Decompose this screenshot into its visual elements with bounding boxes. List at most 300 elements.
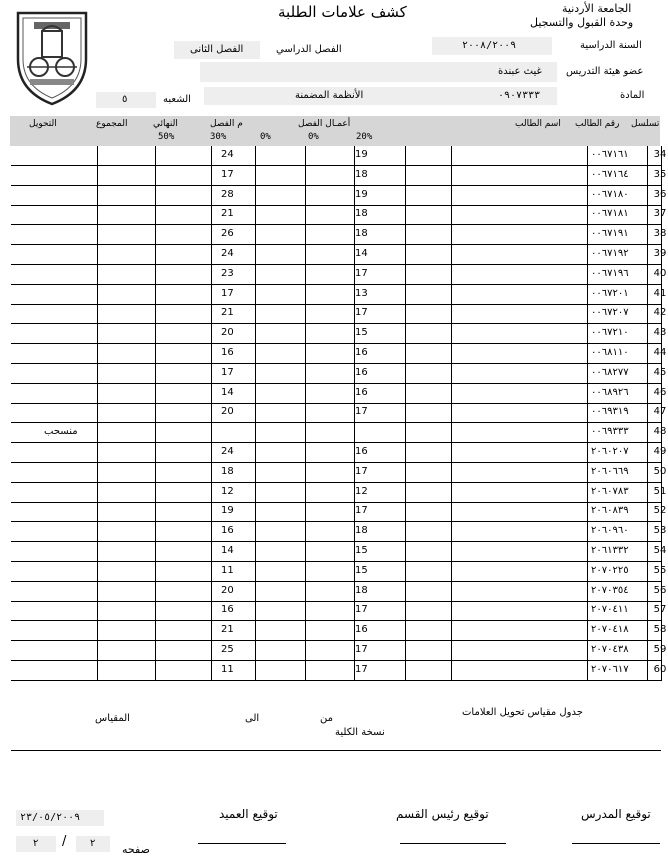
table-row — [11, 443, 667, 463]
row-midterm: 20 — [221, 406, 234, 418]
row-divider — [451, 285, 452, 305]
row-divider — [647, 146, 648, 166]
row-divider — [405, 502, 406, 522]
row-coursework: 17 — [355, 465, 368, 477]
row-divider — [647, 463, 648, 483]
row-divider — [647, 166, 648, 186]
row-divider — [305, 601, 306, 621]
table-row — [11, 166, 667, 186]
row-divider — [97, 641, 98, 661]
row-seq: 35 — [653, 168, 667, 180]
row-divider — [155, 621, 156, 641]
col-seq: تسلسل — [631, 119, 660, 129]
row-divider — [211, 423, 212, 443]
col-midterm: م الفصل — [210, 119, 243, 129]
table-row — [11, 364, 667, 384]
table-row — [11, 661, 667, 681]
row-divider — [405, 443, 406, 463]
row-divider — [587, 285, 588, 305]
row-divider — [255, 403, 256, 423]
row-divider — [647, 502, 648, 522]
row-coursework: 16 — [355, 347, 368, 358]
row-seq: 36 — [653, 188, 667, 200]
row-divider — [155, 601, 156, 621]
row-student-id: ٢٠٧٠٤١٨ — [591, 624, 629, 636]
row-midterm: 16 — [221, 347, 234, 358]
col-student-name: اسم الطالب — [515, 119, 561, 129]
row-divider — [255, 522, 256, 542]
row-divider — [155, 166, 156, 186]
semester-label: الفصل الدراسي — [276, 44, 342, 55]
row-divider — [305, 324, 306, 344]
row-divider — [405, 186, 406, 206]
row-divider — [155, 443, 156, 463]
row-divider — [587, 542, 588, 562]
row-divider — [647, 483, 648, 503]
row-coursework: 14 — [355, 248, 368, 259]
row-divider — [647, 621, 648, 641]
row-divider — [305, 146, 306, 166]
row-divider — [587, 601, 588, 621]
table-row — [11, 403, 667, 423]
row-divider — [587, 265, 588, 285]
table-row — [11, 641, 667, 661]
row-coursework: 18 — [355, 168, 368, 180]
row-divider — [451, 225, 452, 245]
row-divider — [255, 483, 256, 503]
row-divider — [647, 423, 648, 443]
row-divider — [647, 225, 648, 245]
row-divider — [305, 483, 306, 503]
row-seq: 34 — [653, 149, 667, 160]
scale-table-label: جدول مقياس تحويل العلامات — [462, 707, 583, 718]
teacher-signature-label: توقيع المدرس — [581, 807, 651, 821]
row-midterm: 11 — [221, 564, 234, 576]
row-divider — [405, 621, 406, 641]
row-student-id: ٠٠٦٨٢٧٧ — [591, 366, 629, 378]
row-divider — [155, 225, 156, 245]
table-row — [11, 384, 667, 404]
table-row — [11, 146, 667, 166]
pct-final: 50% — [158, 132, 175, 142]
row-divider — [211, 582, 212, 602]
row-divider — [405, 384, 406, 404]
row-divider — [451, 542, 452, 562]
university-crest-logo — [12, 7, 92, 107]
row-divider — [155, 344, 156, 364]
row-divider — [255, 601, 256, 621]
row-divider — [451, 641, 452, 661]
row-seq: 52 — [653, 505, 667, 517]
row-divider — [211, 384, 212, 404]
row-divider — [451, 324, 452, 344]
row-coursework: 19 — [355, 188, 368, 200]
row-divider — [305, 562, 306, 582]
row-midterm: 21 — [221, 624, 234, 636]
row-student-id: ٢٠٧٠٢٢٥ — [591, 564, 629, 576]
row-divider — [647, 582, 648, 602]
row-seq: 47 — [653, 406, 667, 418]
row-divider — [305, 502, 306, 522]
row-student-id: ٢٠٦٠٦٦٩ — [591, 465, 629, 477]
row-divider — [451, 423, 452, 443]
row-divider — [587, 443, 588, 463]
row-divider — [155, 641, 156, 661]
row-divider — [647, 304, 648, 324]
semester-value: الفصل الثانى — [190, 44, 244, 55]
row-divider — [647, 641, 648, 661]
table-row — [11, 502, 667, 522]
row-coursework: 19 — [355, 149, 368, 160]
row-coursework: 16 — [355, 386, 368, 398]
row-student-id: ٢٠٧٠٤١١ — [591, 604, 629, 616]
row-divider — [305, 285, 306, 305]
row-seq: 41 — [653, 287, 667, 299]
row-seq: 56 — [653, 584, 667, 596]
row-divider — [97, 423, 98, 443]
row-divider — [587, 205, 588, 225]
row-divider — [305, 403, 306, 423]
row-coursework: 17 — [355, 267, 368, 279]
table-row — [11, 423, 667, 443]
row-divider — [97, 205, 98, 225]
row-divider — [405, 562, 406, 582]
row-divider — [587, 562, 588, 582]
row-divider — [211, 186, 212, 206]
row-divider — [451, 146, 452, 166]
row-divider — [211, 146, 212, 166]
table-row — [11, 344, 667, 364]
row-divider — [587, 324, 588, 344]
row-divider — [155, 661, 156, 681]
row-divider — [97, 265, 98, 285]
table-row — [11, 601, 667, 621]
row-divider — [255, 225, 256, 245]
row-divider — [155, 146, 156, 166]
row-divider — [211, 562, 212, 582]
row-divider — [354, 423, 355, 443]
row-seq: 53 — [653, 525, 667, 537]
row-divider — [97, 304, 98, 324]
row-divider — [97, 483, 98, 503]
row-divider — [255, 285, 256, 305]
row-divider — [587, 166, 588, 186]
row-divider — [587, 621, 588, 641]
row-divider — [451, 166, 452, 186]
row-seq: 42 — [653, 307, 667, 319]
row-divider — [255, 304, 256, 324]
row-divider — [647, 344, 648, 364]
table-row — [11, 205, 667, 225]
row-divider — [305, 463, 306, 483]
row-coursework: 17 — [355, 406, 368, 418]
row-midterm: 16 — [221, 525, 234, 537]
table-row — [11, 522, 667, 542]
row-divider — [255, 166, 256, 186]
section-label: الشعبه — [163, 94, 191, 105]
row-midterm: 19 — [221, 505, 234, 517]
row-divider — [211, 463, 212, 483]
row-midterm: 26 — [221, 228, 234, 240]
row-divider — [155, 324, 156, 344]
row-coursework: 18 — [355, 228, 368, 240]
row-divider — [587, 423, 588, 443]
row-divider — [255, 245, 256, 265]
row-student-id: ٠٠٦٧٢٠١ — [591, 287, 629, 299]
row-divider — [97, 324, 98, 344]
row-divider — [405, 661, 406, 681]
row-midterm: 11 — [221, 663, 234, 675]
row-divider — [97, 463, 98, 483]
row-divider — [405, 324, 406, 344]
section-value: ٥ — [122, 94, 128, 105]
page-label: صفحه — [122, 843, 150, 856]
row-divider — [211, 621, 212, 641]
table-row — [11, 285, 667, 305]
row-coursework: 13 — [355, 287, 368, 299]
row-student-id: ٢٠٦١٣٣٢ — [591, 545, 629, 556]
row-divider — [97, 186, 98, 206]
row-seq: 57 — [653, 604, 667, 616]
row-divider — [211, 443, 212, 463]
row-divider — [451, 601, 452, 621]
row-divider — [97, 621, 98, 641]
row-student-id: ٠٠٦٧١٩١ — [591, 228, 629, 240]
row-divider — [155, 483, 156, 503]
instructor-label: عضو هيئة التدريس — [566, 66, 644, 77]
row-divider — [155, 522, 156, 542]
row-divider — [255, 443, 256, 463]
table-row — [11, 265, 667, 285]
row-divider — [211, 641, 212, 661]
row-midterm: 24 — [221, 248, 234, 259]
row-divider — [255, 364, 256, 384]
row-divider — [587, 186, 588, 206]
row-coursework: 17 — [355, 663, 368, 675]
row-divider — [587, 384, 588, 404]
row-seq: 50 — [653, 465, 667, 477]
row-divider — [255, 502, 256, 522]
row-coursework: 15 — [355, 545, 368, 556]
row-coursework: 15 — [355, 564, 368, 576]
row-divider — [211, 285, 212, 305]
table-row — [11, 463, 667, 483]
row-divider — [155, 364, 156, 384]
row-seq: 54 — [653, 545, 667, 556]
row-divider — [255, 423, 256, 443]
row-divider — [255, 562, 256, 582]
row-divider — [405, 542, 406, 562]
faculty-copy-label: نسخة الكلية — [335, 727, 385, 738]
row-divider — [97, 364, 98, 384]
row-divider — [647, 324, 648, 344]
row-seq: 55 — [653, 564, 667, 576]
row-divider — [211, 324, 212, 344]
row-conversion-note: منسحب — [44, 426, 78, 438]
table-row — [11, 225, 667, 245]
row-divider — [587, 641, 588, 661]
row-divider — [451, 205, 452, 225]
row-divider — [305, 166, 306, 186]
teacher-signature-line — [572, 843, 660, 844]
table-row — [11, 542, 667, 562]
row-divider — [305, 542, 306, 562]
row-divider — [587, 522, 588, 542]
row-divider — [305, 304, 306, 324]
row-divider — [305, 522, 306, 542]
row-coursework: 18 — [355, 208, 368, 220]
row-divider — [647, 661, 648, 681]
row-divider — [97, 344, 98, 364]
row-divider — [97, 403, 98, 423]
row-divider — [451, 245, 452, 265]
row-seq: 48 — [653, 426, 667, 438]
row-divider — [155, 542, 156, 562]
print-date: ٢٣/٠٥/٢٠٠٩ — [20, 812, 81, 823]
row-divider — [405, 364, 406, 384]
row-student-id: ٠٠٦٩٣١٩ — [591, 406, 629, 418]
head-signature-label: توقيع رئيس القسم — [396, 807, 489, 821]
row-divider — [255, 582, 256, 602]
row-divider — [155, 582, 156, 602]
row-divider — [647, 403, 648, 423]
row-divider — [255, 641, 256, 661]
row-student-id: ٠٠٦٧١٨٠ — [591, 188, 629, 200]
row-divider — [155, 423, 156, 443]
row-divider — [451, 661, 452, 681]
row-divider — [405, 166, 406, 186]
table-row — [11, 304, 667, 324]
row-midterm: 17 — [221, 168, 234, 180]
row-coursework: 17 — [355, 307, 368, 319]
scale-from-label: من — [320, 713, 333, 724]
row-divider — [155, 265, 156, 285]
row-divider — [211, 403, 212, 423]
row-divider — [647, 265, 648, 285]
row-divider — [97, 285, 98, 305]
page-title: كشف علامات الطلبة — [278, 3, 407, 21]
row-divider — [97, 542, 98, 562]
row-divider — [155, 502, 156, 522]
row-divider — [451, 621, 452, 641]
row-seq: 37 — [653, 208, 667, 220]
row-divider — [405, 582, 406, 602]
row-student-id: ٠٠٦٧١٦٤ — [591, 168, 629, 180]
row-divider — [211, 225, 212, 245]
row-divider — [305, 641, 306, 661]
row-midterm: 20 — [221, 584, 234, 596]
row-divider — [97, 582, 98, 602]
row-divider — [255, 463, 256, 483]
row-student-id: ٢٠٧٠٤٣٨ — [591, 644, 629, 655]
table-row — [11, 582, 667, 602]
row-divider — [405, 403, 406, 423]
row-divider — [451, 443, 452, 463]
row-coursework: 18 — [355, 584, 368, 596]
row-divider — [97, 601, 98, 621]
scale-to-label: الى — [245, 713, 260, 724]
dean-signature-label: توقيع العميد — [219, 807, 278, 821]
row-divider — [211, 265, 212, 285]
head-signature-line — [400, 843, 506, 844]
row-seq: 43 — [653, 327, 667, 339]
row-divider — [305, 384, 306, 404]
row-divider — [211, 205, 212, 225]
row-divider — [305, 364, 306, 384]
row-divider — [211, 364, 212, 384]
row-divider — [155, 562, 156, 582]
page-total: ٢ — [33, 838, 39, 849]
row-divider — [97, 443, 98, 463]
row-divider — [451, 304, 452, 324]
course-name: الأنظمة المضمنة — [295, 90, 364, 101]
row-divider — [647, 205, 648, 225]
admission-unit: وحدة القبول والتسجيل — [530, 16, 634, 29]
pct-coursework-1: 20% — [356, 132, 373, 142]
university-name: الجامعة الأردنية — [562, 2, 632, 15]
row-divider — [305, 621, 306, 641]
row-coursework: 17 — [355, 505, 368, 517]
table-row — [11, 621, 667, 641]
row-divider — [587, 225, 588, 245]
row-divider — [451, 483, 452, 503]
row-midterm: 16 — [221, 604, 234, 616]
row-student-id: ٢٠٦٠٨٣٩ — [591, 505, 629, 517]
row-divider — [97, 245, 98, 265]
row-divider — [451, 344, 452, 364]
row-coursework: 16 — [355, 446, 368, 457]
row-divider — [405, 344, 406, 364]
col-final: النهائي — [153, 119, 178, 129]
table-row — [11, 245, 667, 265]
row-student-id: ٢٠٧٠٣٥٤ — [591, 584, 629, 596]
row-divider — [405, 483, 406, 503]
table-row — [11, 483, 667, 503]
row-midterm: 14 — [221, 386, 234, 398]
scale-label: المقياس — [95, 713, 130, 724]
row-divider — [647, 443, 648, 463]
row-student-id: ٠٠٦٨٩٢٦ — [591, 386, 629, 398]
row-divider — [211, 522, 212, 542]
row-midterm: 24 — [221, 149, 234, 160]
row-divider — [255, 146, 256, 166]
row-divider — [587, 483, 588, 503]
row-divider — [587, 661, 588, 681]
course-label: المادة — [620, 90, 645, 101]
row-student-id: ٢٠٦٠٧٨٣ — [591, 485, 629, 497]
row-divider — [587, 502, 588, 522]
row-divider — [305, 582, 306, 602]
row-divider — [211, 245, 212, 265]
row-divider — [305, 443, 306, 463]
row-divider — [211, 661, 212, 681]
row-student-id: ٠٠٦٧٢١٠ — [591, 327, 629, 339]
pct-coursework-3: 0% — [260, 132, 271, 142]
row-divider — [305, 661, 306, 681]
row-divider — [647, 245, 648, 265]
row-divider — [451, 463, 452, 483]
row-divider — [647, 364, 648, 384]
row-divider — [305, 225, 306, 245]
row-divider — [405, 463, 406, 483]
row-coursework: 16 — [355, 624, 368, 636]
row-divider — [647, 522, 648, 542]
row-divider — [587, 403, 588, 423]
row-divider — [405, 601, 406, 621]
row-seq: 38 — [653, 228, 667, 240]
row-divider — [451, 384, 452, 404]
row-divider — [647, 542, 648, 562]
